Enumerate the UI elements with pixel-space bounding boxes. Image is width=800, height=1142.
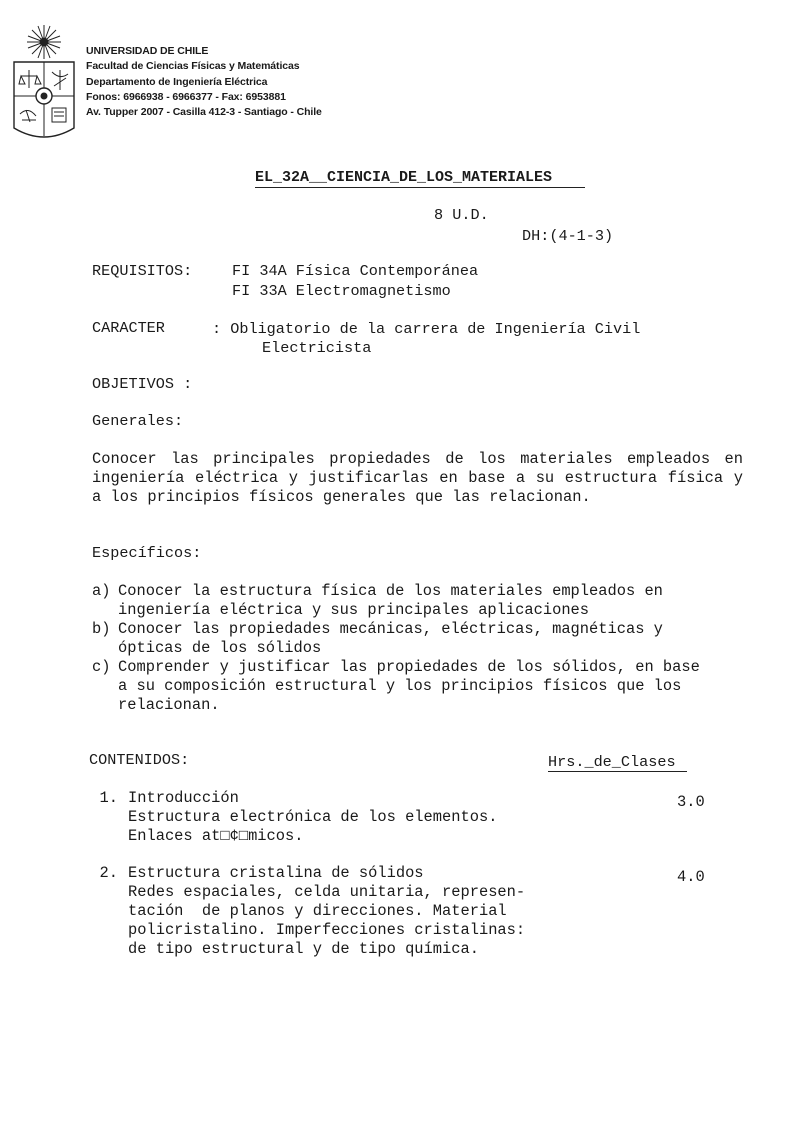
contenidos-label: CONTENIDOS:	[89, 751, 190, 769]
course-hours-distribution: DH:(4-1-3)	[522, 227, 614, 245]
list-item-marker: c)	[92, 658, 111, 676]
list-item-marker: a)	[92, 582, 111, 600]
requisito-item: FI 34A Física Contemporánea	[232, 262, 479, 280]
unit-hours: 3.0	[677, 793, 705, 811]
generales-label: Generales:	[92, 412, 184, 430]
generales-paragraph: Conocer las principales propiedades de los materiales empleados en ingeniería eléctrica y justificarlas en base a su estructura física y a los principios físicos generales que las relacionan.	[92, 450, 743, 506]
list-item	[92, 582, 712, 620]
hours-header-underline	[548, 771, 687, 772]
list-item	[92, 658, 712, 715]
unit-line: de tipo estructural y de tipo química.	[128, 940, 479, 958]
unit-line: Enlaces at□¢□micos.	[128, 827, 304, 845]
unit-line: policristalino. Imperfecciones cristalinas:	[128, 921, 526, 939]
unit-number: 1.	[99, 789, 118, 807]
caracter-label: CARACTER	[92, 319, 165, 337]
caracter-text-cont: Electricista	[262, 339, 372, 357]
faculty-name: Facultad de Ciencias Físicas y Matemáticas	[86, 60, 300, 73]
unit-line: Redes espaciales, celda unitaria, represen-	[128, 883, 526, 901]
requisitos-label: REQUISITOS:	[92, 262, 193, 280]
contact-address: Av. Tupper 2007 - Casilla 412-3 - Santiago - Chile	[86, 106, 322, 119]
list-item-marker: b)	[92, 620, 111, 638]
hours-column-header: Hrs._de_Clases	[548, 753, 676, 771]
university-name: UNIVERSIDAD DE CHILE	[86, 45, 209, 57]
list-item-text: Comprender y justificar las propiedades de los sólidos, en base a su composición estructural y los principios físicos que los relacionan.	[118, 658, 700, 714]
unit-number: 2.	[99, 864, 118, 882]
unit-title: Introducción	[128, 789, 239, 807]
contact-phones: Fonos: 6966938 - 6966377 - Fax: 6953881	[86, 90, 286, 103]
unit-hours: 4.0	[677, 868, 705, 886]
title-underline	[255, 187, 585, 188]
unit-line: Estructura electrónica de los elementos.	[128, 808, 498, 826]
requisito-item: FI 33A Electromagnetismo	[232, 282, 451, 300]
list-item-text: Conocer las propiedades mecánicas, eléctricas, magnéticas y ópticas de los sólidos	[118, 620, 663, 657]
letterhead	[86, 44, 322, 120]
objetivos-label: OBJETIVOS :	[92, 375, 193, 393]
department-name: Departamento de Ingeniería Eléctrica	[86, 75, 268, 88]
unit-body	[128, 789, 568, 846]
unit-body	[128, 864, 568, 959]
caracter-text: : Obligatorio de la carrera de Ingeniería Civil	[212, 320, 641, 338]
unit-line: tación de planos y direcciones. Material	[128, 902, 507, 920]
especificos-label: Específicos:	[92, 544, 202, 562]
unit-title: Estructura cristalina de sólidos	[128, 864, 424, 882]
course-title: EL_32A__CIENCIA_DE_LOS_MATERIALES	[255, 169, 553, 186]
list-item	[92, 620, 712, 658]
university-crest-icon	[8, 20, 80, 148]
course-units: 8 U.D.	[434, 206, 489, 224]
list-item-text: Conocer la estructura física de los materiales empleados en ingeniería eléctrica y sus principales aplicaciones	[118, 582, 663, 619]
especificos-list	[92, 582, 712, 715]
